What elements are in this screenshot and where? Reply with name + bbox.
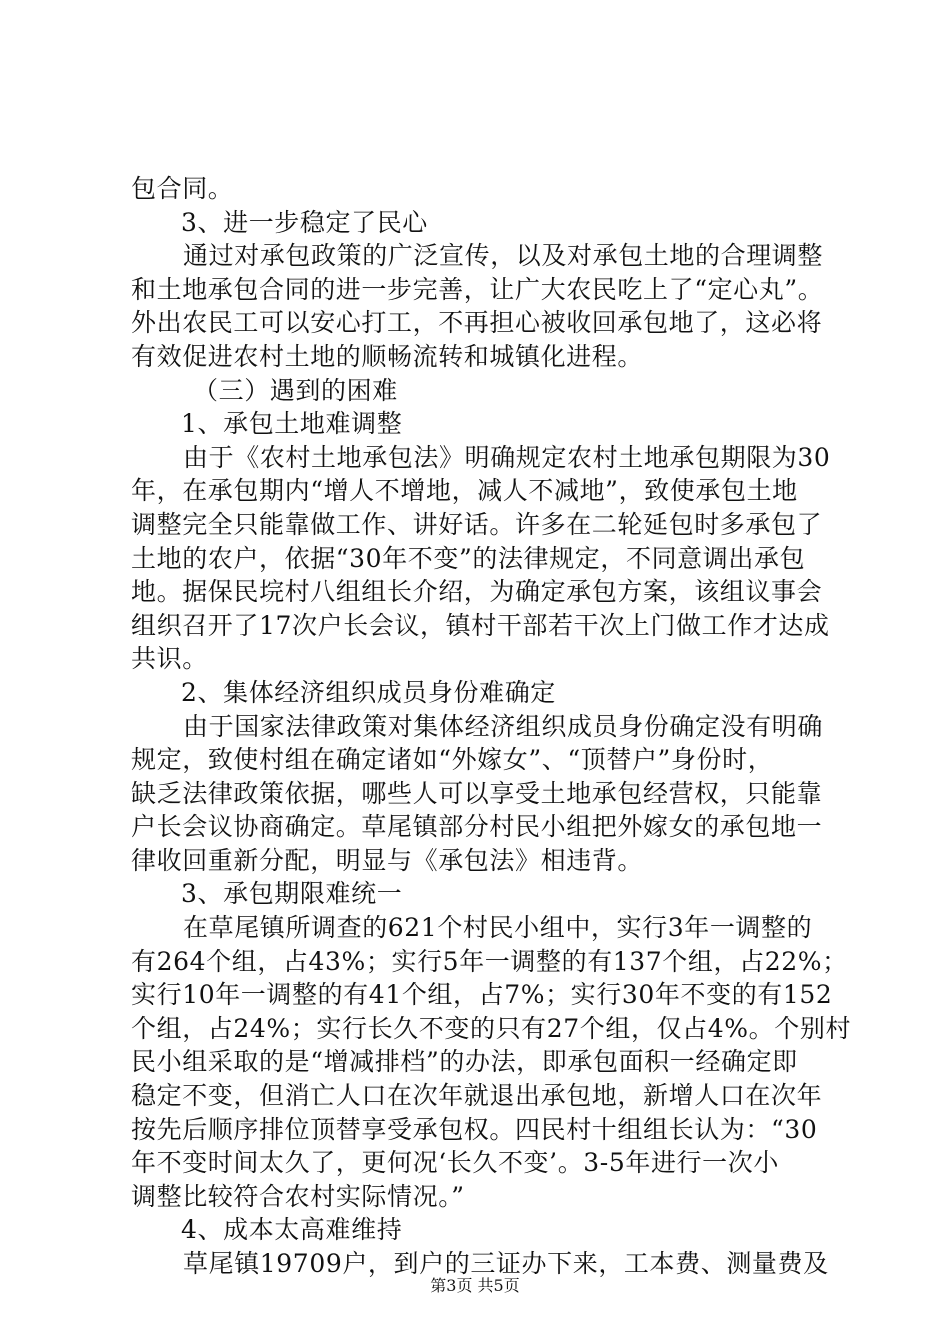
text-line: 草尾镇19709户，到户的三证办下来，工本费、测量费及	[183, 1249, 829, 1278]
text-line: 按先后顺序排位顶替享受承包权。四民村十组组长认为：“30	[131, 1114, 818, 1144]
text-line: 年，在承包期内“增人不增地，减人不减地”，致使承包土地	[131, 476, 798, 506]
text-line: 实行10年一调整的有41个组，占7%；实行30年不变的有152	[131, 980, 833, 1010]
text-line: 有264个组，占43%；实行5年一调整的有137个组，占22%；	[131, 946, 848, 976]
text-line: 由于国家法律政策对集体经济组织成员身份确定没有明确	[183, 711, 824, 741]
text-line: 土地的农户，依据“30年不变”的法律规定，不同意调出承包	[131, 543, 806, 573]
text-line: 包合同。	[131, 174, 234, 203]
text-line: 民小组采取的是“增减排档”的办法，即承包面积一经确定即	[131, 1047, 798, 1077]
text-line: 在草尾镇所调查的621个村民小组中，实行3年一调整的	[183, 913, 813, 943]
text-line: 个组，占24%；实行长久不变的只有27个组，仅占4%。个别村	[131, 1013, 852, 1043]
text-line: 年不变时间太久了，更何况‘长久不变’。3-5年进行一次小	[131, 1148, 779, 1178]
text-line: 稳定不变，但消亡人口在次年就退出承包地，新增人口在次年	[131, 1081, 823, 1111]
document-body	[131, 172, 852, 1281]
section-heading: （三）遇到的困难	[193, 375, 398, 405]
section-heading: 2、集体经济组织成员身份难确定	[181, 677, 556, 707]
text-line: 缺乏法律政策依据，哪些人可以享受土地承包经营权，只能靠	[131, 778, 823, 808]
text-line: 和土地承包合同的进一步完善，让广大农民吃上了“定心丸”。	[131, 274, 824, 304]
section-heading: 1、承包土地难调整	[181, 409, 403, 439]
text-line: 调整比较符合农村实际情况。”	[131, 1181, 465, 1211]
text-line: 外出农民工可以安心打工，不再担心被收回承包地了，这必将	[131, 308, 823, 338]
text-line: 地。据保民垸村八组组长介绍，为确定承包方案，该组议事会	[131, 577, 823, 607]
text-line: 规定，致使村组在确定诸如“外嫁女”、“顶替户”身份时，	[131, 745, 774, 775]
text-line: 由于《农村土地承包法》明确规定农村土地承包期限为30	[183, 442, 831, 472]
text-line: 调整完全只能靠做工作、讲好话。许多在二轮延包时多承包了	[131, 509, 823, 539]
page-footer	[0, 1276, 950, 1296]
text-line: 共识。	[131, 644, 208, 674]
text-line: 律收回重新分配，明显与《承包法》相违背。	[131, 845, 644, 875]
section-heading: 3、进一步稳定了民心	[181, 207, 428, 237]
text-line: 有效促进农村土地的顺畅流转和城镇化进程。	[131, 341, 644, 371]
section-heading: 3、承包期限难统一	[181, 879, 403, 909]
text-line: 户长会议协商确定。草尾镇部分村民小组把外嫁女的承包地一	[131, 812, 823, 842]
text-line: 组织召开了17次户长会议，镇村干部若干次上门做工作才达成	[131, 610, 830, 640]
text-line: 通过对承包政策的广泛宣传，以及对承包土地的合理调整	[183, 241, 824, 271]
section-heading: 4、成本太高难维持	[181, 1215, 403, 1245]
page-number-label: 第3页 共5页	[430, 1276, 520, 1295]
